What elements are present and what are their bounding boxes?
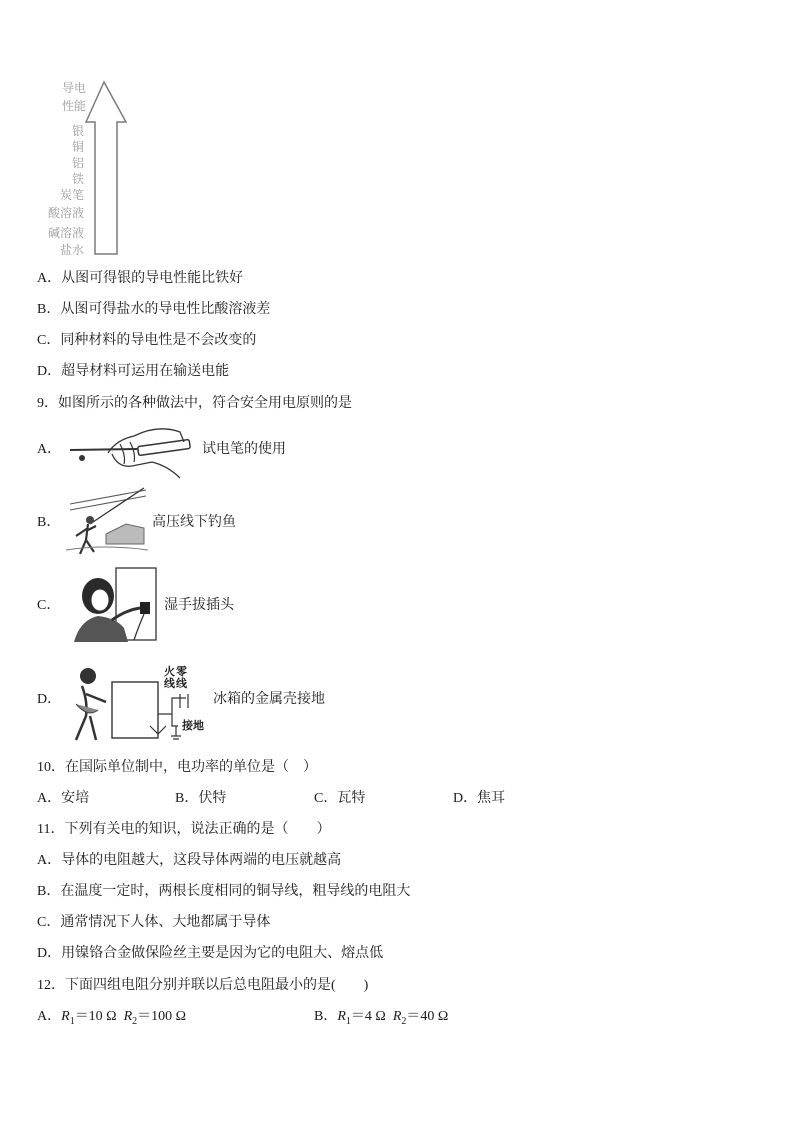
q9-option-b-letter: B． (37, 515, 61, 530)
axis-label-conductivity-2: 性能 (61, 99, 86, 113)
q9-option-d-letter: D． (37, 692, 62, 707)
q9-option-d-caption: 冰箱的金属壳接地 (213, 692, 325, 707)
material-label: 碱溶液 (47, 226, 84, 240)
fridge-label-xian1: 线 (164, 678, 175, 690)
q12-option-b-letter: B． (314, 1009, 338, 1024)
material-label: 铁 (71, 172, 84, 186)
q8-option-c: C．同种材料的导电性是不会改变的 (37, 333, 257, 348)
fridge-label-xian2: 线 (176, 678, 187, 690)
q11-option-a: A．导体的电阻越大，这段导体两端的电压就越高 (37, 853, 342, 868)
q9-stem: 9．如图所示的各种做法中，符合安全用电原则的是 (37, 396, 352, 411)
fridge-label-ground: 接地 (182, 720, 204, 732)
q11-option-b: B．在温度一定时，两根长度相同的铜导线，粗导线的电阻大 (37, 884, 411, 899)
q10-option-d: D．焦耳 (453, 791, 506, 806)
material-label: 炭笔 (59, 188, 84, 202)
q8-option-a: A．从图可得银的导电性能比铁好 (37, 271, 244, 286)
q10-option-b: B．伏特 (175, 791, 227, 806)
material-label: 银 (71, 124, 84, 138)
q10-option-c: C．瓦特 (314, 791, 366, 806)
r2-value: ＝40 Ω (406, 1009, 449, 1024)
r2-symbol: R (123, 1009, 133, 1024)
r1-symbol: R (337, 1009, 346, 1024)
q12-stem: 12．下面四组电阻分别并联以后总电阻最小的是( ) (37, 978, 369, 993)
r1-subscript: 1 (69, 1015, 75, 1027)
r2-value: ＝100 Ω (137, 1009, 187, 1024)
conductivity-arrow (82, 80, 132, 260)
q9-option-b-caption: 高压线下钓鱼 (152, 515, 236, 530)
r1-value: ＝4 Ω (350, 1009, 386, 1024)
r2-symbol: R (392, 1009, 402, 1024)
q11-option-d: D．用镍铬合金做保险丝主要是因为它的电阻大、熔点低 (37, 946, 384, 961)
q10-stem: 10．在国际单位制中，电功率的单位是（ ） (37, 760, 317, 775)
axis-label-conductivity-1: 导电 (61, 81, 86, 95)
q11-stem: 11．下列有关电的知识，说法正确的是（ ） (37, 822, 331, 837)
wet-hands-unplug-image (68, 566, 160, 644)
r1-value: ＝10 Ω (74, 1009, 117, 1024)
fridge-label-ling: 零 (176, 666, 187, 678)
q9-option-c-letter: C． (37, 598, 61, 613)
q12-option-a-letter: A． (37, 1009, 62, 1024)
q12-option-b (314, 1008, 448, 1031)
q10-option-a: A．安培 (37, 791, 90, 806)
q8-option-b: B．从图可得盐水的导电性比酸溶液差 (37, 302, 271, 317)
material-label: 酸溶液 (47, 206, 84, 220)
test-pen-image (68, 418, 196, 480)
q8-option-d: D．超导材料可运用在输送电能 (37, 364, 230, 379)
q12-option-a (37, 1008, 186, 1031)
r1-symbol: R (61, 1009, 70, 1024)
q11-option-c: C．通常情况下人体、大地都属于导体 (37, 915, 271, 930)
fishing-under-powerline-image (66, 484, 148, 560)
fridge-label-huo: 火 (164, 666, 175, 678)
material-label: 铝 (71, 156, 84, 170)
fridge-grounding-image (68, 664, 210, 744)
r2-subscript: 2 (401, 1015, 407, 1027)
r1-subscript: 1 (345, 1015, 351, 1027)
r2-subscript: 2 (132, 1015, 138, 1027)
q9-option-c-caption: 湿手拔插头 (164, 598, 234, 613)
material-label: 铜 (71, 140, 84, 154)
q9-option-a-letter: A． (37, 442, 62, 457)
q9-option-a-caption: 试电笔的使用 (202, 442, 286, 457)
material-label: 盐水 (59, 243, 84, 257)
